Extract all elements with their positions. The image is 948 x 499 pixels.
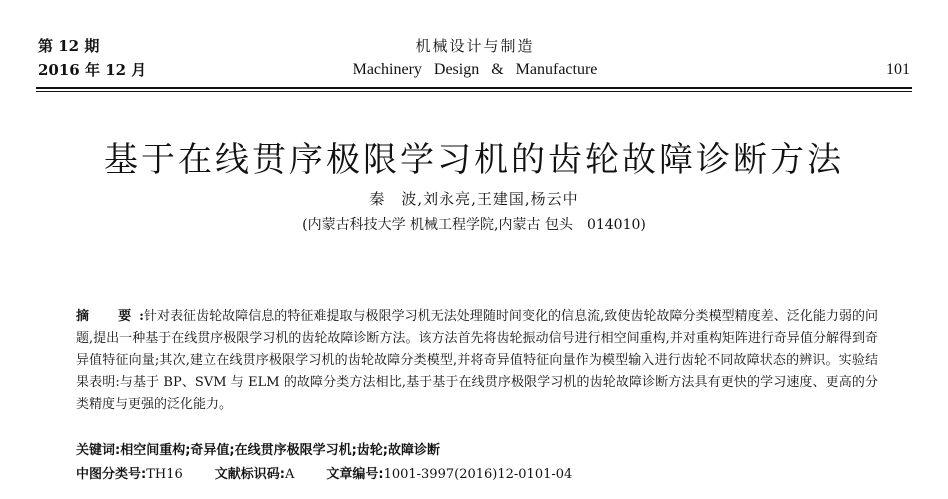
header-left — [38, 34, 146, 82]
issue-number: 第 12 期 — [38, 37, 100, 55]
affiliation: (内蒙古科技大学 机械工程学院,内蒙古 包头 014010) — [302, 217, 646, 233]
author-list: 秦 波,刘永亮,王建国,杨云中 — [369, 190, 579, 208]
abstract-label: 摘 要 — [76, 309, 140, 324]
header-rule-thick — [36, 87, 912, 89]
doc-code-value: A — [284, 467, 295, 482]
keywords-text: 相空间重构;奇异值;在线贯序极限学习机;齿轮;故障诊断 — [120, 443, 440, 458]
issue-date: 2016 年 12 月 — [38, 61, 147, 79]
article-number-value: 1001-3997(2016)12-0101-04 — [383, 467, 573, 482]
keywords-label: 关键词: — [76, 443, 121, 458]
keywords — [76, 440, 440, 462]
journal-name-cn: 机械设计与制造 — [415, 37, 535, 55]
clc-value: TH16 — [146, 467, 183, 482]
abstract: 摘 要:针对表征齿轮故障信息的特征难提取与极限学习机无法处理随时间变化的信息流,致使齿轮故障分类模型精度差、泛化能力弱的问题,提出一种基于在线贯序极限学习机的齿轮故障诊断方法。该方法首先将齿轮振动信号进行相空间重构,并对重构矩阵进行奇异值分解得到奇异值特征向量;其次,建立在线贯序极限学习机的齿轮故障分类模型,并将奇异值特征向量作为模型输入进行齿轮不同故障状态的辨识。实验结果表明:与基于 BP、SVM 与 ELM 的故障分类方法相比,基于基于在线贯序极限学习机的齿轮故障诊断方法具有更快的学习速度、更高的分类精度与更强的泛化能力。 — [76, 309, 878, 412]
doc-code-label: 文献标识码: — [214, 467, 285, 482]
header-center — [300, 34, 650, 82]
journal-name-en: Machinery Design & Manufacture — [352, 61, 598, 78]
classification-line — [76, 464, 572, 486]
page-number: 101 — [886, 61, 910, 78]
paper-title: 基于在线贯序极限学习机的齿轮故障诊断方法 — [104, 140, 844, 180]
article-number-label: 文章编号: — [326, 467, 384, 482]
header-rule-thin — [36, 91, 912, 92]
clc-label: 中图分类号: — [76, 467, 147, 482]
abstract-text: 针对表征齿轮故障信息的特征难提取与极限学习机无法处理随时间变化的信息流,致使齿轮故障分类模型精度差、泛化能力弱的问题,提出一种基于在线贯序极限学习机的齿轮故障诊断方法。该方法首先将齿轮振动信号进行相空间重构,并对重构矩阵进行奇异值分解得到奇异值特征向量;其次,建立在线贯序极限学习机的齿轮故障分类模型,并将奇异值特征向量作为模型输入进行齿轮不同故障状态的辨识。实验结果表明:与基于 BP、SVM 与 ELM 的故障分类方法相比,基于基于在线贯序极限学习机的齿轮故障诊断方法具有更快的学习速度、更高的分类精度与更强的泛化能力。 — [76, 309, 878, 412]
